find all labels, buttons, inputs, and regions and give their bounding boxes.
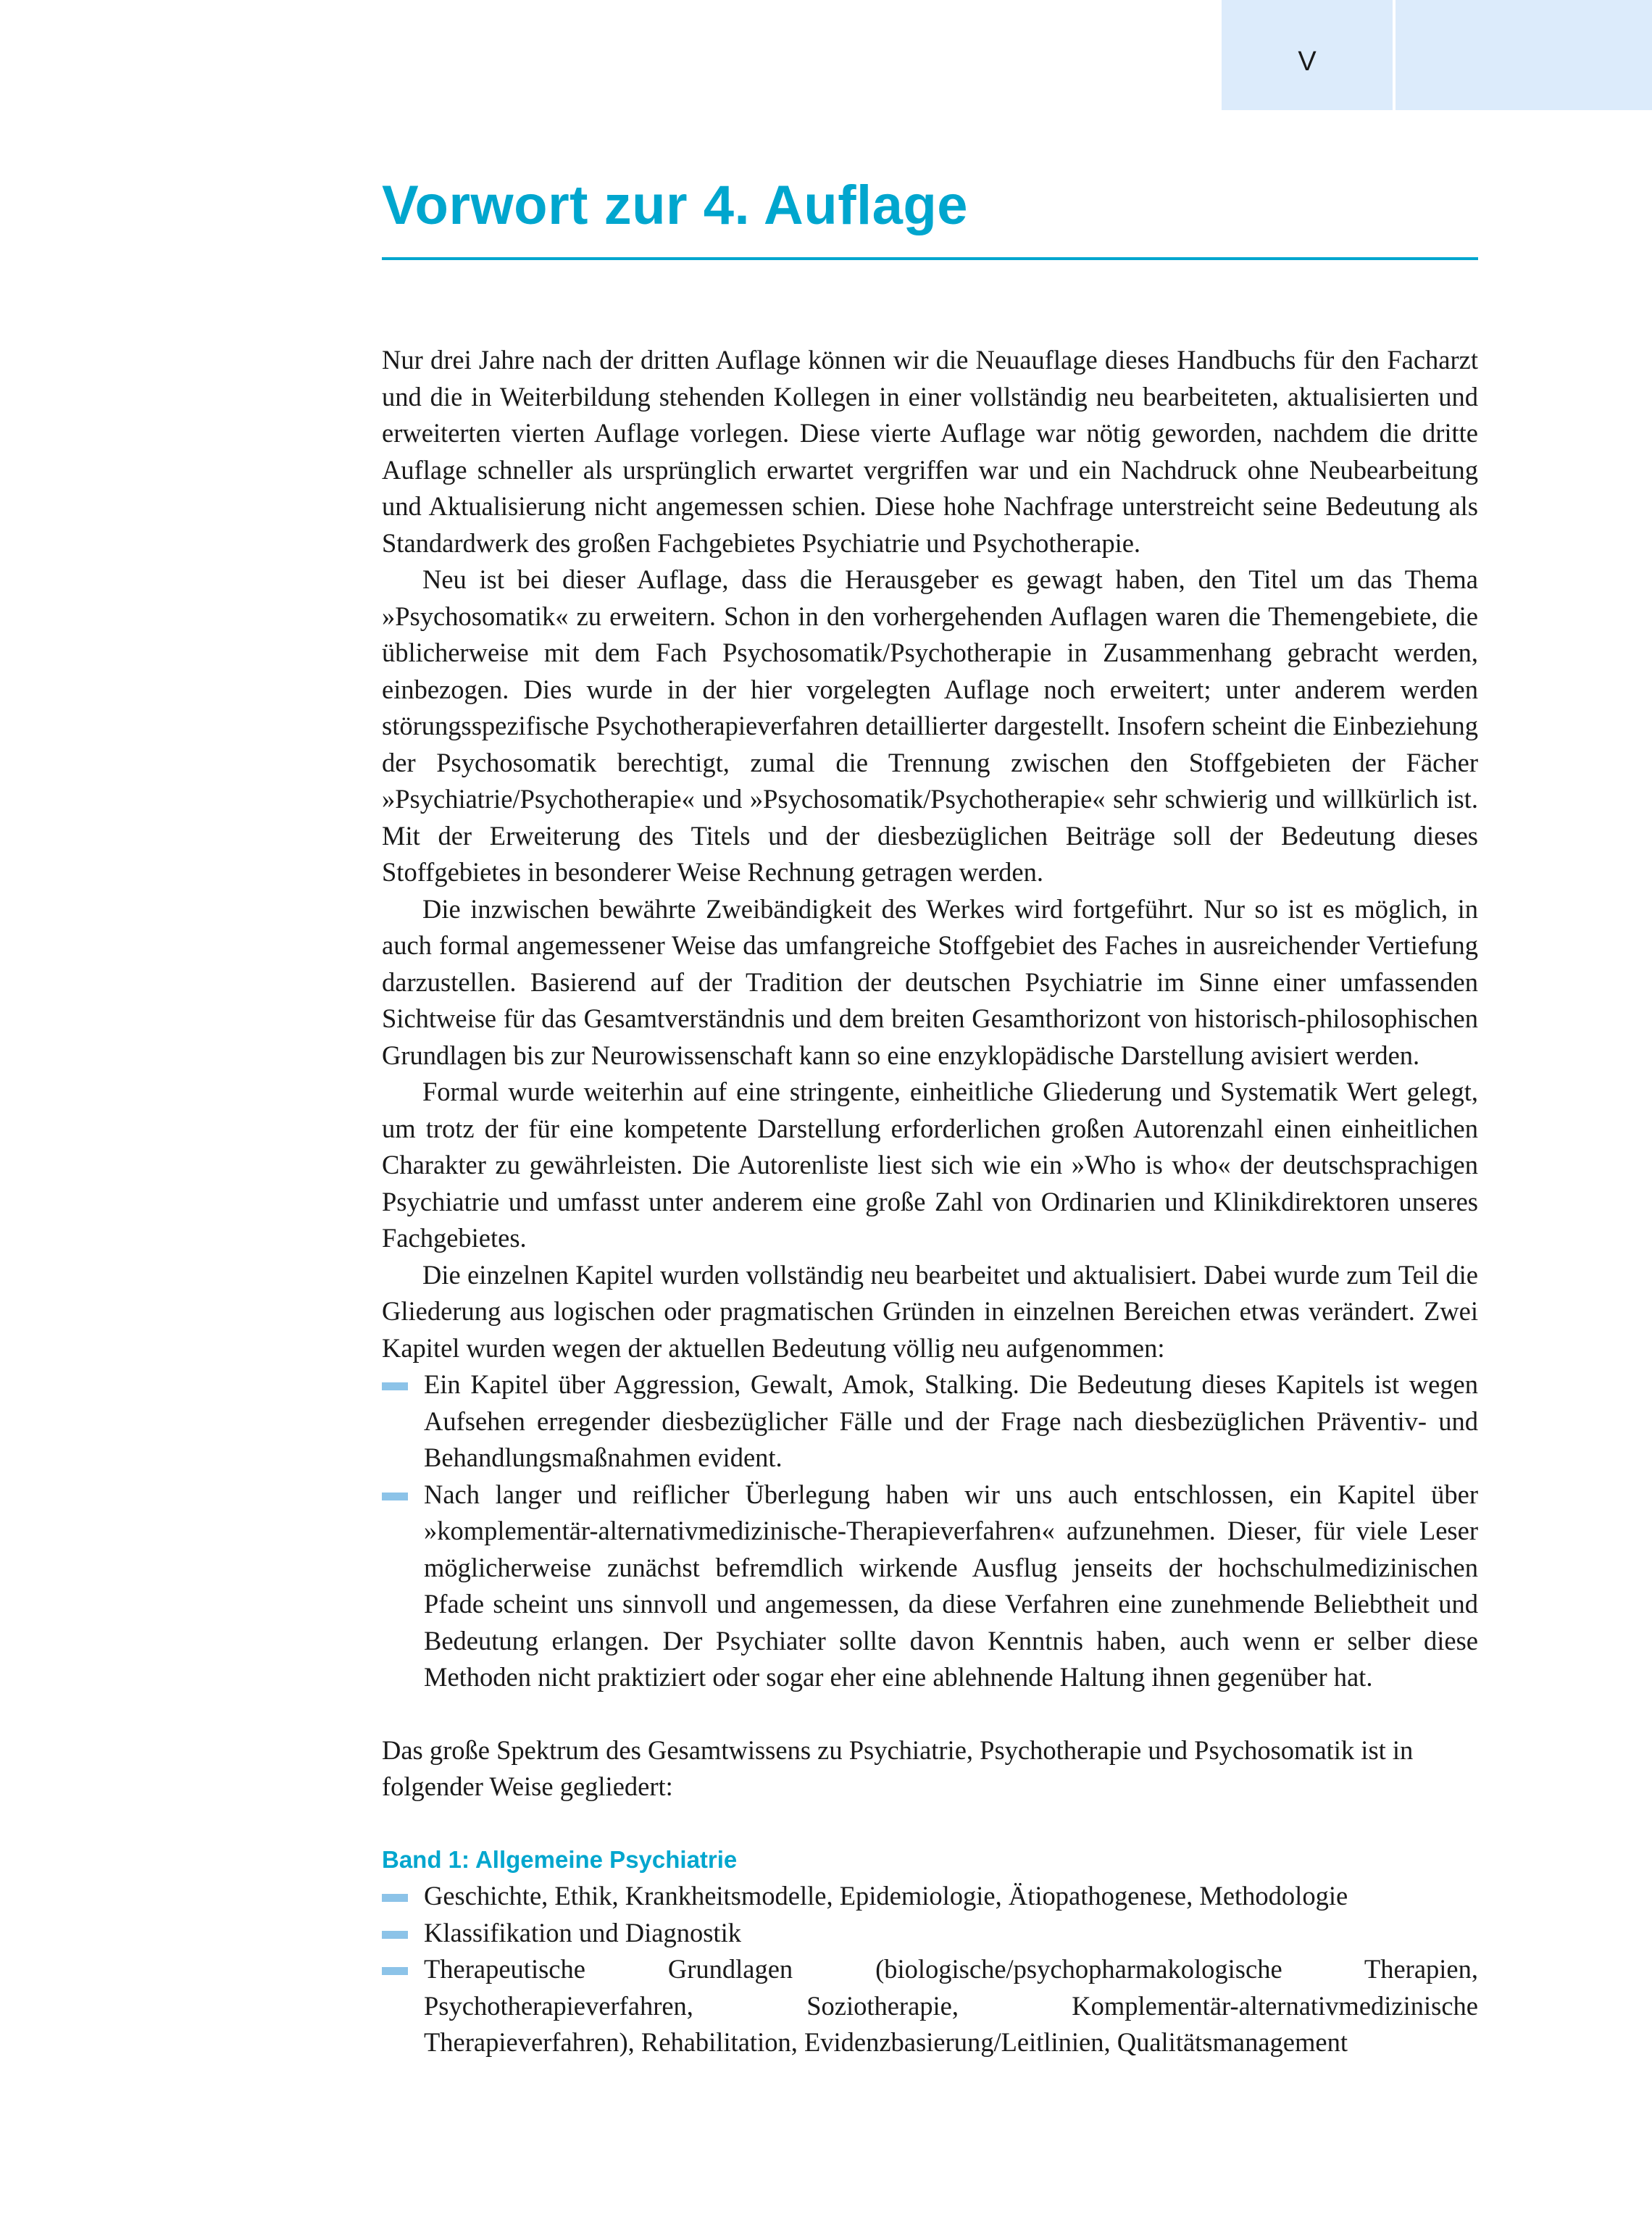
bullet-dash-icon <box>382 1931 408 1939</box>
paragraph: Formal wurde weiterhin auf eine stringente, einheitliche Gliederung und Systematik Wert gelegt, um trotz der für eine kompetente Darstellung erforderlichen großen Autorenzahl einen einheitlichen Charakter zu gewährleisten. Die Autorenliste liest sich wie ein »Who is who« der deutschsprachigen Psychiatrie und umfasst unter anderem eine große Zahl von Ordinarien und Klinikdirektoren unseres Fachgebietes. <box>382 1077 1478 1253</box>
paragraph: Die inzwischen bewährte Zweibändigkeit des Werkes wird fortgeführt. Nur so ist es möglich, in auch formal angemessener Weise das umfangreiche Stoffgebiet des Faches in ausreichender Vertiefung darzustellen. Basierend auf der Tradition der deutschen Psychiatrie im Sinne einer umfassenden Sichtweise für das Gesamtverständnis und dem breiten Gesamthorizont von historisch-philosophischen Grundlagen bis zur Neurowissenschaft kann so eine enzyklopädische Darstellung avisiert werden. <box>382 893 1478 1070</box>
new-chapters-list <box>382 1366 1478 1696</box>
list-item-text: Geschichte, Ethik, Krankheitsmodelle, Epidemiologie, Ätiopathogenese, Methodologie <box>424 1881 1348 1911</box>
list-item-text: Therapeutische Grundlagen (biologische/psychopharmakologische Therapien, Psychotherapieverfahren, Soziotherapie, Komplementär-alternativmedizinische Therapieverfahren), Rehabilitation, Evidenzbasierung/Leitlinien, Qualitätsmanagement <box>424 1954 1478 2057</box>
page-title: Vorwort zur 4. Auflage <box>382 175 969 236</box>
list-item-text: Ein Kapitel über Aggression, Gewalt, Amok, Stalking. Die Bedeutung dieses Kapitels ist wegen Aufsehen erregender diesbezüglicher Fälle und der Frage nach diesbezüglichen Präventiv- und Behandlungsmaßnahmen evident. <box>424 1369 1478 1472</box>
list-item <box>382 1915 1478 1952</box>
list-item-text: Klassifikation und Diagnostik <box>424 1917 741 1948</box>
page-number: V <box>1298 46 1317 77</box>
list-item <box>382 1477 1478 1696</box>
bullet-dash-icon <box>382 1894 408 1902</box>
list-item-text: Nach langer und reiflicher Überlegung haben wir uns auch entschlossen, ein Kapitel über »komplementär-alternativmedizinische-Therapieverfahren« aufzunehmen. Dieser, für viele Leser möglicherweise zunächst befremdlich wirkende Ausflug jenseits der hochschulmedizinischen Pfade scheint uns sinnvoll und angemessen, da diese Verfahren eine zunehmende Beliebtheit und Bedeutung erlangen. Der Psychiater sollte davon Kenntnis haben, auch wenn er selber diese Methoden nicht praktiziert oder sogar eher eine ablehnende Haltung ihnen gegenüber hat. <box>424 1479 1478 1692</box>
bullet-dash-icon <box>382 1493 408 1500</box>
bullet-dash-icon <box>382 1382 408 1390</box>
body-text <box>382 342 1478 2061</box>
list-item <box>382 1366 1478 1477</box>
band1-list <box>382 1878 1478 2061</box>
list-item <box>382 1951 1478 2061</box>
paragraph: Nur drei Jahre nach der dritten Auflage können wir die Neuauflage dieses Handbuchs für den Facharzt und die in Weiterbildung stehenden Kollegen in einer vollständig neu bearbeiteten, aktualisierten und erweiterten vierten Auflage vorlegen. Diese vierte Auflage war nötig geworden, nachdem die dritte Auflage schneller als ursprünglich erwartet vergriffen war und ein Nachdruck ohne Neubearbeitung und Aktualisierung nicht angemessen schien. Diese hohe Nachfrage unterstreicht seine Bedeutung als Standardwerk des großen Fachgebietes Psychiatrie und Psychotherapie. <box>382 345 1478 558</box>
paragraph: Die einzelnen Kapitel wurden vollständig neu bearbeitet und aktualisiert. Dabei wurde zum Teil die Gliederung aus logischen oder pragmatischen Gründen in einzelnen Bereichen etwas verändert. Zwei Kapitel wurden wegen der aktuellen Bedeutung völlig neu aufgenommen: <box>382 1259 1478 1363</box>
list-item <box>382 1878 1478 1915</box>
bullet-dash-icon <box>382 1967 408 1975</box>
structure-intro: Das große Spektrum des Gesamtwissens zu Psychiatrie, Psychotherapie und Psychosomatik ist in folgender Weise gegliedert: <box>382 1735 1414 1801</box>
band1-heading: Band 1: Allgemeine Psychiatrie <box>382 1845 738 1873</box>
title-underline <box>382 257 1478 260</box>
paragraph: Neu ist bei dieser Auflage, dass die Herausgeber es gewagt haben, den Titel um das Thema »Psychosomatik« zu erweitern. Schon in den vorhergehenden Auflagen waren die Themengebiete, die üblicherweise mit dem Fach Psychosomatik/Psychotherapie in Zusammenhang gebracht werden, einbezogen. Dies wurde in der hier vorgelegten Auflage noch erweitert; unter anderem werden störungsspezifische Psychotherapieverfahren detaillierter dargestellt. Insofern scheint die Einbeziehung der Psychosomatik berechtigt, zumal die Trennung zwischen den Stoffgebieten der Fächer »Psychiatrie/Psychotherapie« und »Psychosomatik/Psychotherapie« sehr schwierig und willkürlich ist. Mit der Erweiterung des Titels und der diesbezüglichen Beiträge soll der Bedeutung dieses Stoffgebietes in besonderer Weise Rechnung getragen werden. <box>382 564 1478 887</box>
header-tab-side <box>1396 0 1652 110</box>
